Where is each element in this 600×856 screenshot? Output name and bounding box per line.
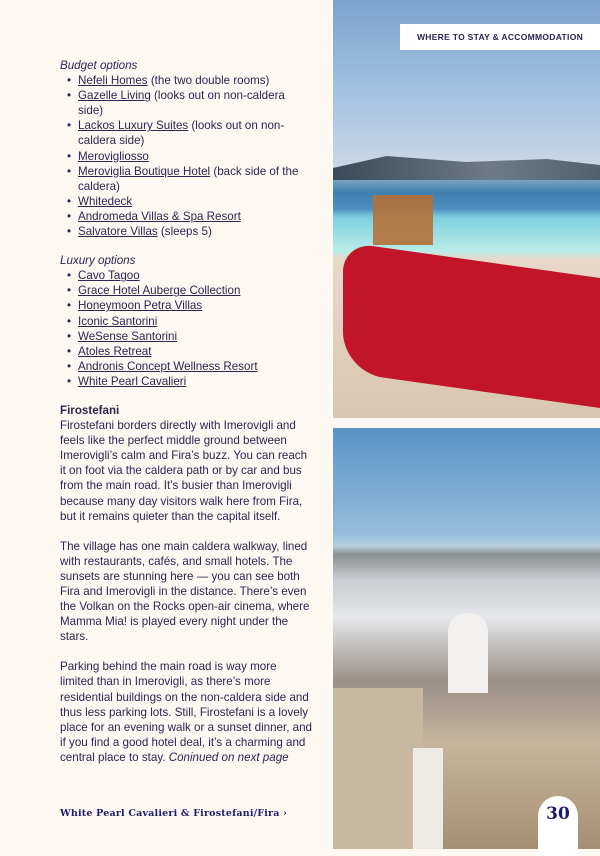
section-header-badge: WHERE TO STAY & ACCOMMODATION: [400, 24, 600, 50]
budget-options-list: [78, 73, 312, 239]
hotel-link[interactable]: Cavo Tagoo: [78, 269, 140, 283]
hotel-link[interactable]: WeSense Santorini: [78, 329, 178, 343]
hotel-link[interactable]: Meroviglia Boutique Hotel: [78, 164, 211, 178]
list-item: [78, 329, 312, 344]
hotel-link[interactable]: Iconic Santorini: [78, 314, 158, 328]
firostefani-village-photo: [333, 428, 600, 849]
luxury-options-heading: Luxury options: [60, 254, 136, 268]
list-item: [78, 194, 312, 209]
hotel-link[interactable]: Merovigliosso: [78, 149, 149, 163]
hotel-link[interactable]: Gazelle Living: [78, 89, 151, 103]
content-column: [60, 58, 312, 780]
hotel-note: (back side of the caldera): [78, 164, 299, 193]
hotel-link[interactable]: Whitedeck: [78, 194, 133, 208]
hotel-link[interactable]: Lackos Luxury Suites: [78, 119, 189, 133]
footer-next-link[interactable]: White Pearl Cavalieri & Firostefani/Fira ›: [60, 808, 288, 819]
list-item: [78, 224, 312, 239]
hotel-link[interactable]: Honeymoon Petra Villas: [78, 299, 203, 313]
hotel-link[interactable]: Atoles Retreat: [78, 344, 152, 358]
hotel-link[interactable]: Andronis Concept Wellness Resort: [78, 359, 258, 373]
infinity-pool-photo: [333, 0, 600, 418]
list-item: [78, 149, 312, 164]
budget-options-heading: Budget options: [60, 59, 138, 72]
list-item: [78, 344, 312, 359]
list-item: [78, 298, 312, 313]
paragraph: The village has one main caldera walkway, lined with restaurants, cafés, and small hotels. The sunsets are stunning here — you can see both Fira and Imerovigli in the distance. There’s even the Volkan on the Rocks open-air cinema, where Mamma Mia! is played every night under the stars.: [60, 539, 310, 644]
paragraph: Firostefani borders directly with Imerovigli and feels like the perfect middle ground between Imerovigli’s calm and Fira’s buzz. You can reach it on foot via the caldera path or by car and bus from the main road. It’s busier than Imerovigli because many day visitors walk here from Fira, but it remains quieter than the capital itself.: [60, 419, 308, 523]
list-item: [78, 73, 312, 88]
paragraph-text: Parking behind the main road is way more limited than in Imerovigli, as there’s more residential buildings on the non-caldera side and thus less parking lots. Still, Firostefani is a lovely place for an evening walk or a sunset dinner, and if you find a good hotel deal, it’s a charming and central place to stay.: [60, 660, 313, 764]
list-item: [78, 268, 312, 283]
hotel-note: (looks out on non-caldera side): [78, 89, 285, 118]
page-number: 30: [538, 796, 578, 856]
section-heading: Firostefani: [60, 403, 120, 417]
hotel-note: (looks out on non-caldera side): [78, 119, 285, 148]
hotel-link[interactable]: Andromeda Villas & Spa Resort: [78, 209, 241, 223]
list-item: [78, 314, 312, 329]
hotel-link[interactable]: Nefeli Homes: [78, 74, 148, 88]
hotel-link[interactable]: Grace Hotel Auberge Collection: [78, 284, 241, 298]
list-item: [78, 209, 312, 224]
luxury-options-list: [78, 268, 312, 389]
list-item: [78, 283, 312, 298]
hotel-note: (sleeps 5): [157, 225, 212, 239]
list-item: [78, 359, 312, 374]
list-item: [78, 88, 312, 118]
paragraph: [60, 659, 312, 765]
hotel-note: (the two double rooms): [147, 74, 270, 88]
hotel-link[interactable]: Salvatore Villas: [78, 225, 158, 239]
list-item: [78, 118, 312, 148]
continued-note: Coninued on next page: [168, 750, 289, 764]
hotel-link[interactable]: White Pearl Cavalieri: [78, 374, 187, 388]
list-item: [78, 374, 312, 389]
list-item: [78, 164, 312, 194]
